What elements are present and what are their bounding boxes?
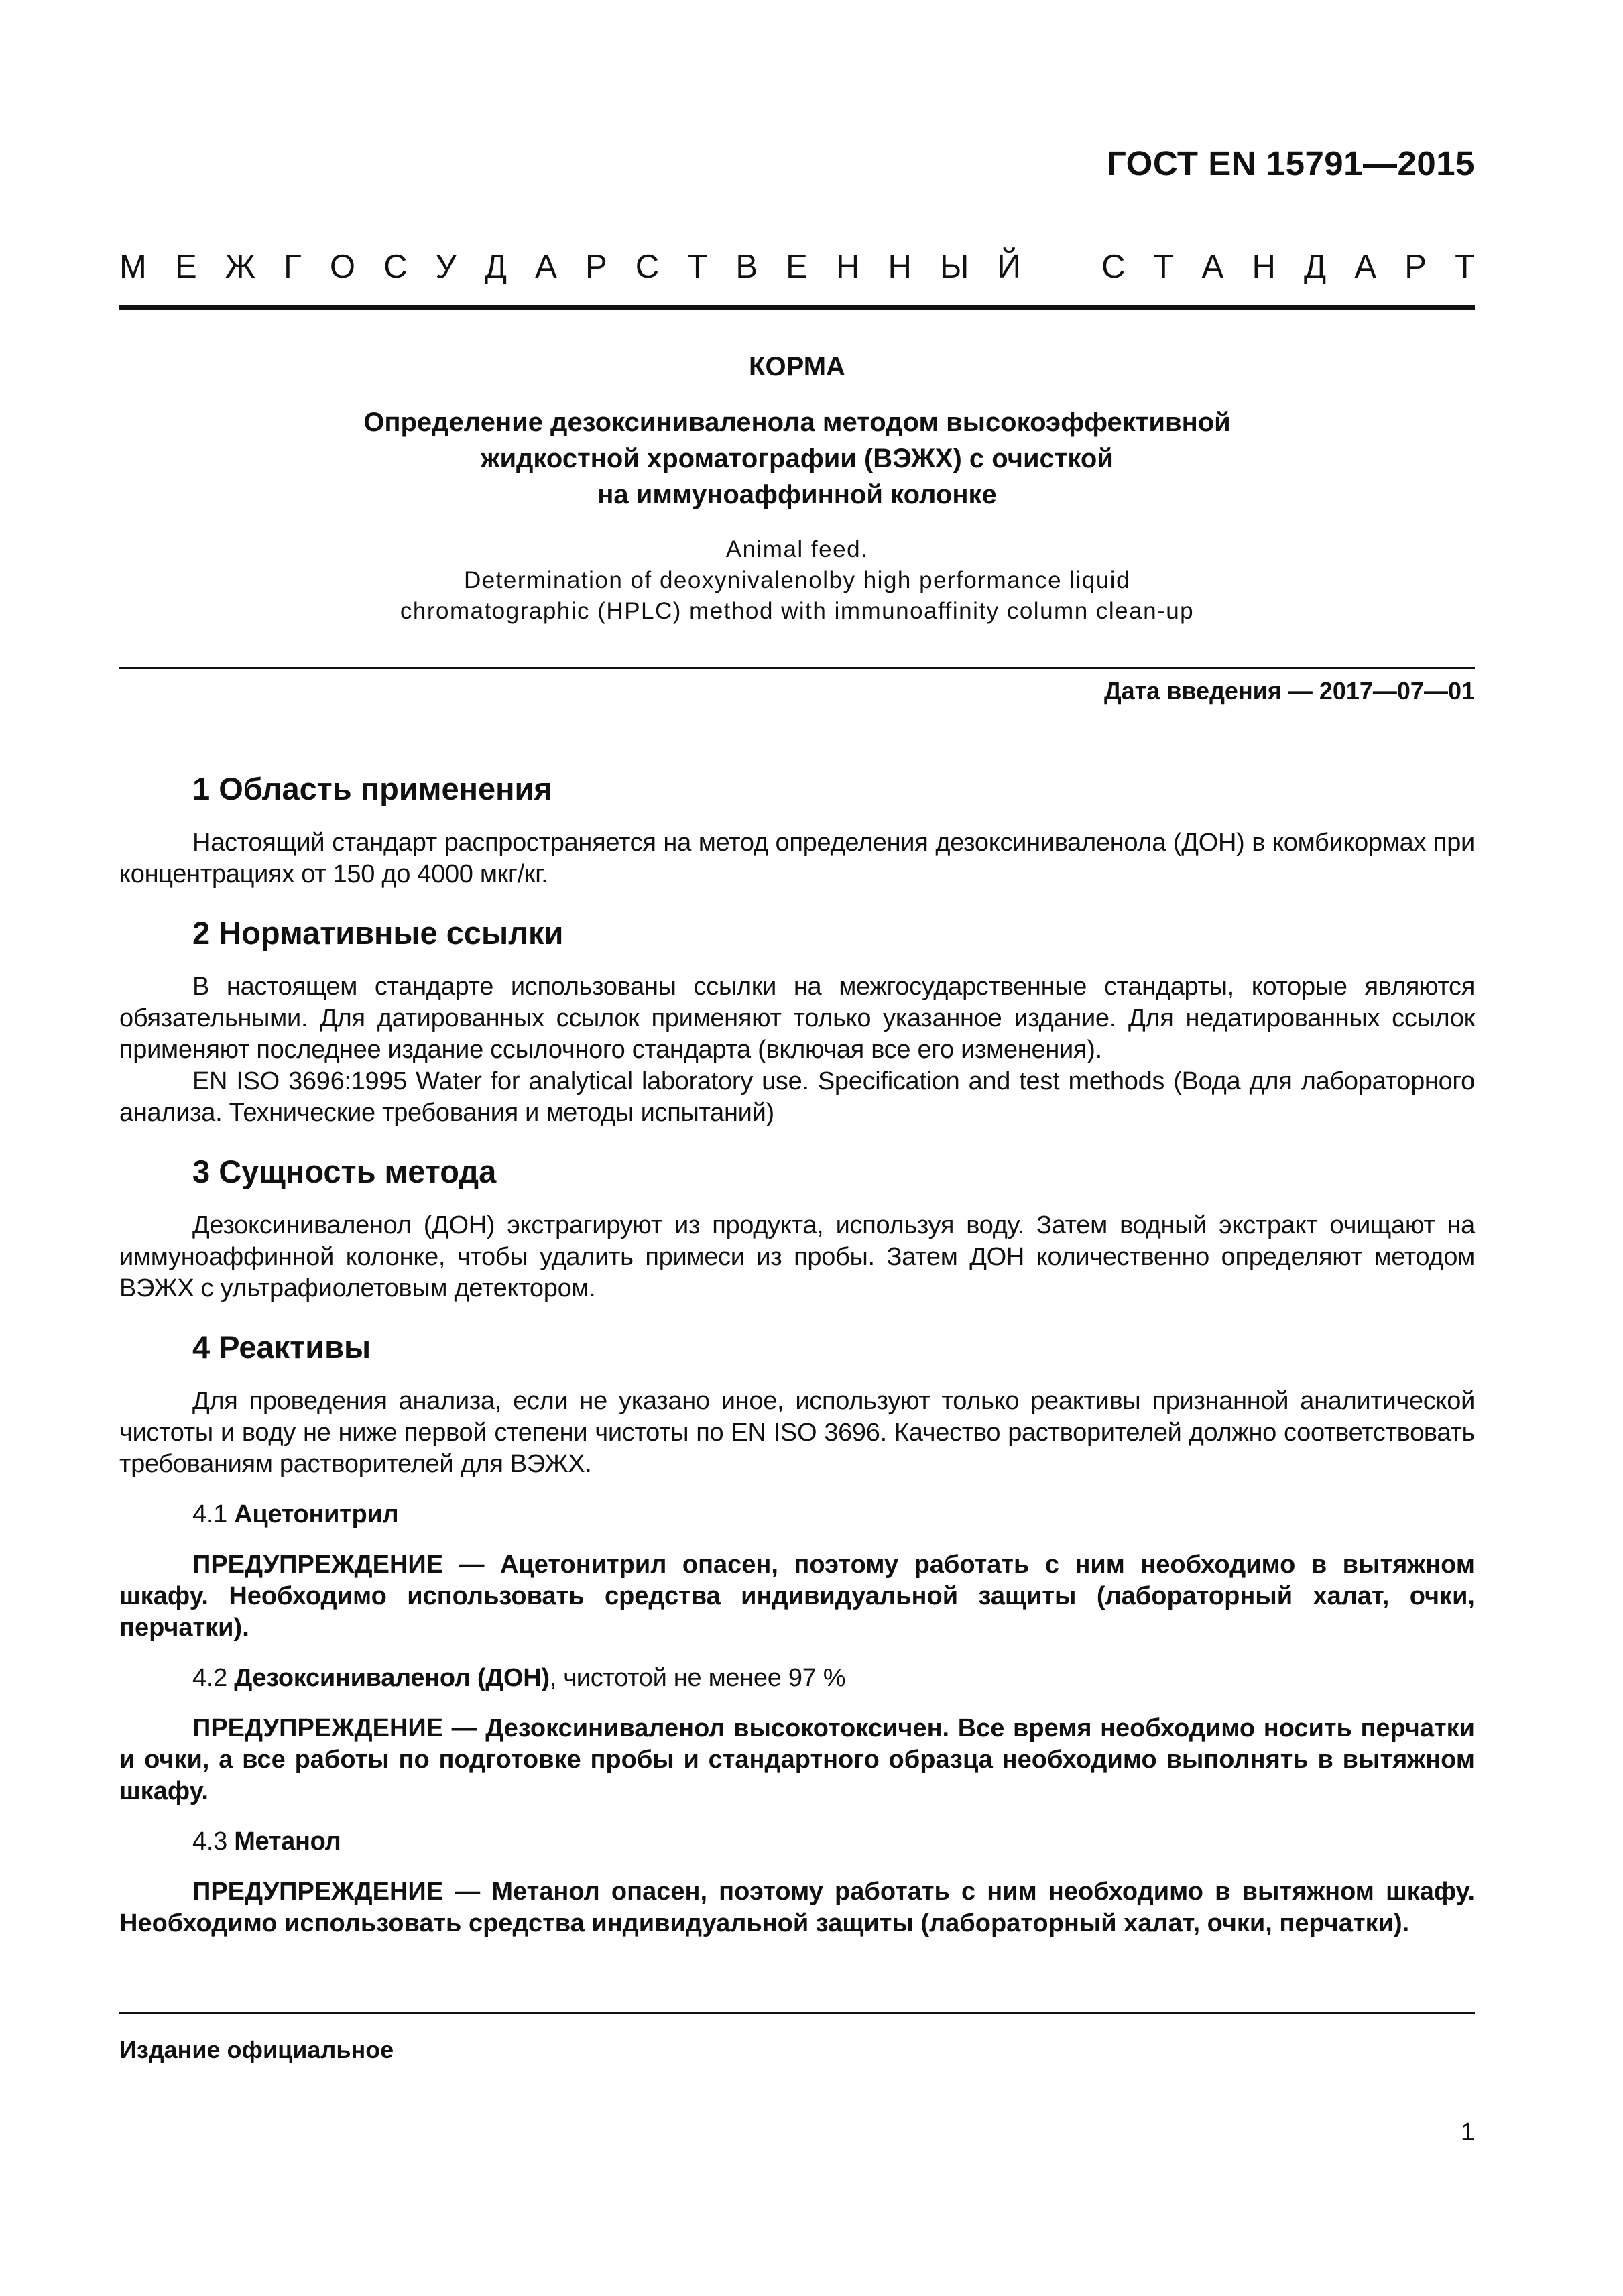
- item-name: Метанол: [234, 1827, 341, 1856]
- banner-letter: А: [535, 249, 557, 285]
- document-title: КОРМА: [749, 352, 845, 381]
- banner-letter: Д: [484, 249, 507, 285]
- warning-deoxynivalenol: ПРЕДУПРЕЖДЕНИЕ — Дезоксиниваленол высокотоксичен. Все время необходимо носить перчатки и очки, а все работы по подготовке пробы и стандартного образца необходимо выполнять в вытяжном шкафу.: [119, 1714, 1475, 1805]
- banner-letter: О: [329, 249, 355, 285]
- document-subtitle: [119, 404, 1475, 513]
- section-heading-method-essence: 3 Сущность метода: [192, 1154, 497, 1189]
- banner-letter: Р: [585, 249, 607, 285]
- banner-letter: В: [735, 249, 758, 285]
- english-title-line: chromatographic (HPLC) method with immunoaffinity column clean-up: [400, 598, 1195, 624]
- banner-letter: А: [1354, 249, 1377, 285]
- english-title-line: Animal feed.: [725, 536, 869, 562]
- banner-word-interstate: [119, 251, 1021, 284]
- subtitle-line: Определение дезоксиниваленола методом высокоэффективной: [363, 408, 1231, 437]
- subtitle-line: на иммуноаффинной колонке: [597, 480, 997, 509]
- item-name: Дезоксиниваленол (ДОН): [234, 1664, 550, 1692]
- banner-letter: У: [435, 249, 457, 285]
- item-number: 4.1: [192, 1500, 235, 1528]
- banner-letter: Т: [687, 249, 708, 285]
- banner-letter: Р: [1404, 249, 1427, 285]
- banner-letter: Ы: [940, 249, 969, 285]
- english-title-line: Determination of deoxynivalenolby high performance liquid: [463, 567, 1131, 593]
- warning-acetonitrile: ПРЕДУПРЕЖДЕНИЕ — Ацетонитрил опасен, поэтому работать с ним необходимо в вытяжном шкафу. Необходимо использовать средства индивидуальной защиты (лабораторный халат, очки, перчатки).: [119, 1551, 1475, 1642]
- header-divider: [119, 305, 1475, 310]
- interstate-standard-banner: [119, 251, 1475, 284]
- section-paragraph: Для проведения анализа, если не указано иное, используют только реактивы признанной аналитической чистоты и воду не ниже первой степени чистоты по EN ISO 3696. Качество растворителей должно соответствовать требованиям растворителей для ВЭЖХ.: [119, 1387, 1475, 1478]
- banner-letter: Е: [786, 249, 808, 285]
- banner-letter: Н: [835, 249, 860, 285]
- section-heading-scope: 1 Область применения: [192, 771, 552, 806]
- banner-letter: С: [635, 249, 660, 285]
- banner-letter: А: [1201, 249, 1224, 285]
- section-paragraph: В настоящем стандарте использованы ссылки на межгосударственные стандарты, которые являются обязательными. Для датированных ссылок применяют только указанное издание. Для недатированных ссылок применяют последнее издание ссылочного стандарта (включая все его изменения).: [119, 973, 1475, 1064]
- document-code: ГОСТ EN 15791—2015: [1106, 144, 1475, 182]
- banner-letter: Г: [284, 249, 302, 285]
- subtitle-line: жидкостной хроматографии (ВЭЖХ) с очисткой: [481, 444, 1114, 473]
- banner-letter: Т: [1455, 249, 1475, 285]
- banner-letter: Н: [1252, 249, 1276, 285]
- reagent-item-acetonitrile: [119, 1499, 1475, 1530]
- banner-letter: С: [383, 249, 408, 285]
- item-number: 4.3: [192, 1827, 235, 1856]
- banner-letter: Й: [997, 249, 1021, 285]
- official-edition-label: Издание официальное: [119, 2036, 394, 2063]
- footer-divider: [119, 2012, 1475, 2014]
- banner-letter: Д: [1304, 249, 1327, 285]
- section-paragraph: Дезоксиниваленол (ДОН) экстрагируют из продукта, используя воду. Затем водный экстракт очищают на иммуноаффинной колонке, чтобы удалить примеси из пробы. Затем ДОН количественно определяют методом ВЭЖХ с ультрафиолетовым детектором.: [119, 1211, 1475, 1303]
- warning-methanol: ПРЕДУПРЕЖДЕНИЕ — Метанол опасен, поэтому работать с ним необходимо в вытяжном шкафу. Необходимо использовать средства индивидуальной защиты (лабораторный халат, очки, перчатки).: [119, 1878, 1475, 1937]
- document-body: [119, 773, 1475, 1939]
- banner-letter: Ж: [225, 249, 256, 285]
- section-heading-references: 2 Нормативные ссылки: [192, 915, 564, 951]
- reagent-item-deoxynivalenol: [119, 1663, 1475, 1694]
- item-name: Ацетонитрил: [234, 1500, 399, 1528]
- banner-letter: Н: [888, 249, 912, 285]
- section-paragraph: EN ISO 3696:1995 Water for analytical laboratory use. Specification and test methods (Вода для лабораторного анализа. Технические требования и методы испытаний): [119, 1067, 1475, 1127]
- item-detail: , чистотой не менее 97 %: [549, 1664, 846, 1692]
- english-title: [119, 534, 1475, 627]
- introduction-date: Дата введения — 2017—07—01: [1103, 677, 1475, 705]
- reagent-item-methanol: [119, 1826, 1475, 1858]
- section-heading-reagents: 4 Реактивы: [192, 1329, 371, 1365]
- item-number: 4.2: [192, 1664, 235, 1692]
- page-number: 1: [1460, 2118, 1475, 2147]
- banner-letter: Е: [174, 249, 197, 285]
- banner-word-standard: [1101, 251, 1475, 284]
- banner-letter: Т: [1153, 249, 1174, 285]
- banner-letter: М: [119, 249, 147, 285]
- section-paragraph: Настоящий стандарт распространяется на метод определения дезоксиниваленола (ДОН) в комбикормах при концентрациях от 150 до 4000 мкг/кг.: [119, 829, 1475, 888]
- title-divider: [119, 667, 1475, 669]
- banner-letter: С: [1101, 249, 1126, 285]
